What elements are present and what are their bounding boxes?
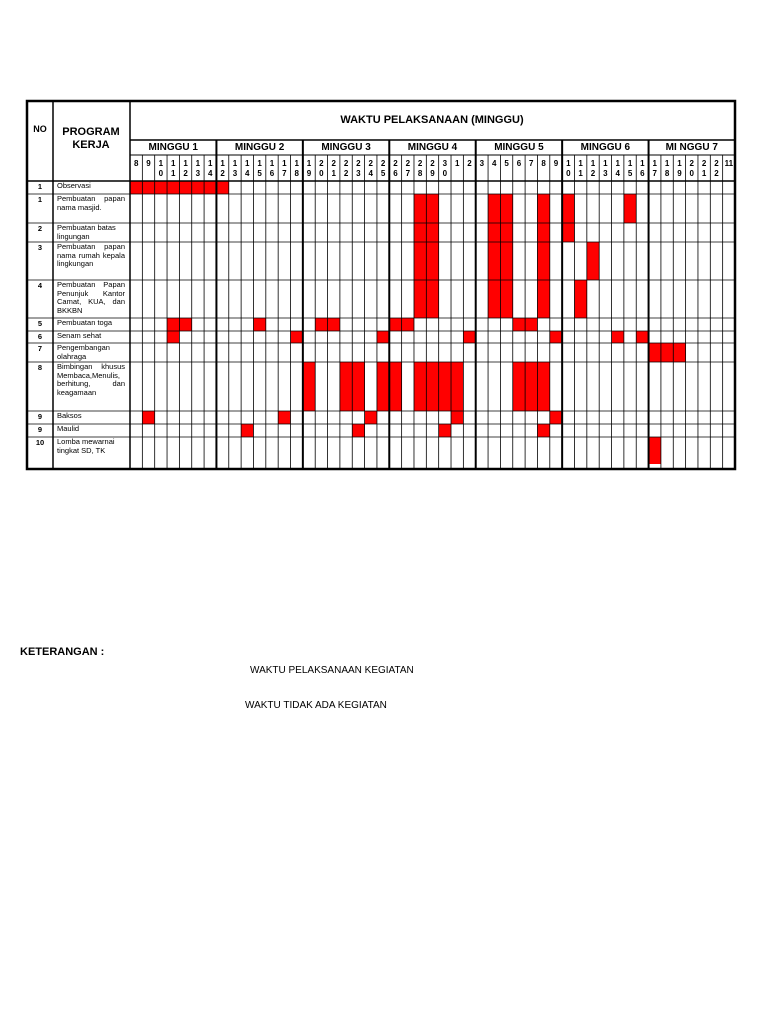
activity-cell [389,362,401,411]
activity-cell [624,194,636,223]
activity-cell [155,181,167,194]
activity-cell [525,318,537,331]
activity-cell [500,242,512,280]
program-label: Baksos [57,412,82,420]
activity-cell [463,331,475,343]
day-label: 2 0 [319,159,324,178]
day-label: 1 4 [245,159,250,178]
day-label: 1 6 [269,159,275,178]
activity-cell [513,362,525,411]
day-label: 8 [133,159,139,168]
day-label: 1 7 [652,159,657,178]
activity-cell [439,424,451,437]
activity-cell [649,343,661,362]
activity-cell [562,194,574,223]
activity-cell [587,242,599,280]
day-label: 2 [467,159,472,168]
activity-cell [636,331,648,343]
day-label: 1 1 [170,159,176,178]
row-number: 4 [37,281,43,290]
program-label: Maulid [57,425,80,433]
day-label: 2 3 [356,159,361,178]
row-number: 1 [37,182,43,191]
day-label: 1 [454,159,460,168]
activity-cell [204,181,216,194]
program-label: Lomba mewarnai tingkat SD, TK [57,438,115,455]
header-program: PROGRAM KERJA [62,126,120,151]
day-label: 2 1 [701,159,707,178]
activity-cell [179,181,191,194]
day-label: 9 [146,159,151,168]
day-label: 1 9 [306,159,312,178]
day-label: 1 3 [603,159,608,178]
activity-cell [488,280,500,318]
activity-cell [537,223,549,242]
day-label: 2 0 [689,159,694,178]
day-label: 1 5 [257,159,262,178]
day-label: 1 0 [158,159,164,178]
program-label: Pembuatan papan nama rumah kepala lingkungan [57,243,125,268]
week-label: MINGGU 6 [580,142,631,153]
day-label: 1 3 [195,159,201,178]
row-number: 2 [37,224,43,233]
activity-cell [550,411,562,424]
activity-cell [451,362,463,411]
activity-cell [661,343,673,362]
week-label: MINGGU 1 [148,142,198,153]
day-label: 1 5 [627,159,633,178]
row-number: 6 [37,332,43,341]
week-label: MINGGU 3 [321,142,371,153]
day-label: 11 [724,159,734,168]
activity-cell [673,343,685,362]
activity-cell [513,318,525,331]
program-label: Pembuatan Papan Penunjuk Kantor Camat, KUA, dan BKKBN [57,281,125,315]
activity-cell [192,181,204,194]
activity-cell [167,331,179,343]
activity-cell [537,194,549,223]
day-label: 2 9 [430,159,435,178]
activity-cell [414,362,426,411]
activity-cell [414,194,426,223]
activity-cell [414,223,426,242]
activity-cell [500,223,512,242]
day-label: 3 [479,159,485,168]
table-border [27,101,735,469]
activity-cell [241,424,253,437]
row-number: 1 [37,195,43,204]
week-label: MINGGU 2 [234,142,285,153]
row-number: 9 [37,412,43,421]
day-label: 3 0 [442,159,448,178]
day-label: 1 2 [220,159,225,178]
day-label: 9 [553,159,559,168]
week-label: MI NGGU 7 [665,142,718,153]
day-label: 2 7 [405,159,411,178]
activity-cell [167,318,179,331]
activity-cell [216,181,228,194]
activity-cell [315,318,327,331]
program-label: Pembuatan papan nama masjid. [57,195,125,212]
activity-cell [130,181,142,194]
day-label: 1 6 [640,159,645,178]
activity-cell [537,242,549,280]
activity-cell [500,280,512,318]
day-label: 1 0 [566,159,571,178]
row-number: 7 [37,344,43,353]
row-number: 8 [37,363,43,372]
legend-title: KETERANGAN : [20,646,105,658]
activity-cell [303,362,315,411]
activity-cell [649,437,661,464]
day-label: 1 2 [590,159,596,178]
day-label: 2 2 [714,159,719,178]
activity-cell [179,318,191,331]
activity-cell [426,223,438,242]
activity-cell [291,331,303,343]
activity-cell [142,181,154,194]
row-number: 9 [37,425,43,434]
activity-cell [142,411,154,424]
day-label: 7 [529,159,534,168]
activity-cell [365,411,377,424]
day-label: 4 [491,159,497,168]
day-label: 1 8 [664,159,670,178]
day-label: 8 [541,159,546,168]
row-number: 10 [35,438,45,447]
row-number: 5 [37,319,43,328]
day-label: 1 3 [232,159,238,178]
day-label: 1 4 [615,159,620,178]
activity-cell [402,318,414,331]
activity-cell [167,181,179,194]
day-label: 2 8 [417,159,423,178]
activity-cell [352,362,364,411]
week-label: MINGGU 5 [494,142,544,153]
activity-cell [328,318,340,331]
activity-cell [525,362,537,411]
activity-cell [253,318,265,331]
activity-cell [488,223,500,242]
activity-cell [389,318,401,331]
activity-cell [451,411,463,424]
activity-cell [426,280,438,318]
activity-cell [574,280,586,318]
header-no: NO [33,124,47,134]
day-label: 2 1 [331,159,336,178]
program-label: Pembuatan toga [57,319,113,327]
program-label: Senam sehat [57,332,102,340]
activity-cell [537,424,549,437]
activity-cell [377,362,389,411]
legend-empty-label: WAKTU TIDAK ADA KEGIATAN [245,700,387,711]
activity-cell [550,331,562,343]
week-label: MINGGU 4 [407,142,458,153]
day-label: 2 5 [380,159,386,178]
program-label: Bimbingan khusus Membaca,Menulis, berhitung, dan keagamaan [57,363,125,397]
row-number: 3 [37,243,43,252]
day-label: 1 8 [294,159,299,178]
activity-cell [426,194,438,223]
activity-cell [562,223,574,242]
activity-cell [414,280,426,318]
activity-cell [439,362,451,411]
program-label: Pengembangan olahraga [57,344,110,361]
activity-cell [488,242,500,280]
activity-cell [414,242,426,280]
day-label: 1 4 [208,159,213,178]
activity-cell [340,362,352,411]
program-label: Pembuatan batas lingungan [57,224,116,241]
day-label: 6 [516,159,522,168]
day-label: 1 7 [282,159,287,178]
day-label: 2 4 [368,159,373,178]
activity-cell [426,362,438,411]
legend-filled-label: WAKTU PELAKSANAAN KEGIATAN [250,665,414,676]
day-label: 2 6 [393,159,398,178]
activity-cell [537,362,549,411]
day-label: 1 2 [183,159,188,178]
program-label: Observasi [57,182,91,190]
activity-cell [278,411,290,424]
activity-cell [426,242,438,280]
day-label: 1 9 [677,159,682,178]
day-label: 2 2 [343,159,349,178]
activity-cell [612,331,624,343]
day-label: 1 1 [578,159,583,178]
activity-cell [488,194,500,223]
activity-cell [352,424,364,437]
activity-cell [500,194,512,223]
activity-cell [377,331,389,343]
day-label: 5 [504,159,509,168]
header-waktu: WAKTU PELAKSANAAN (MINGGU) [340,114,524,126]
activity-cell [537,280,549,318]
